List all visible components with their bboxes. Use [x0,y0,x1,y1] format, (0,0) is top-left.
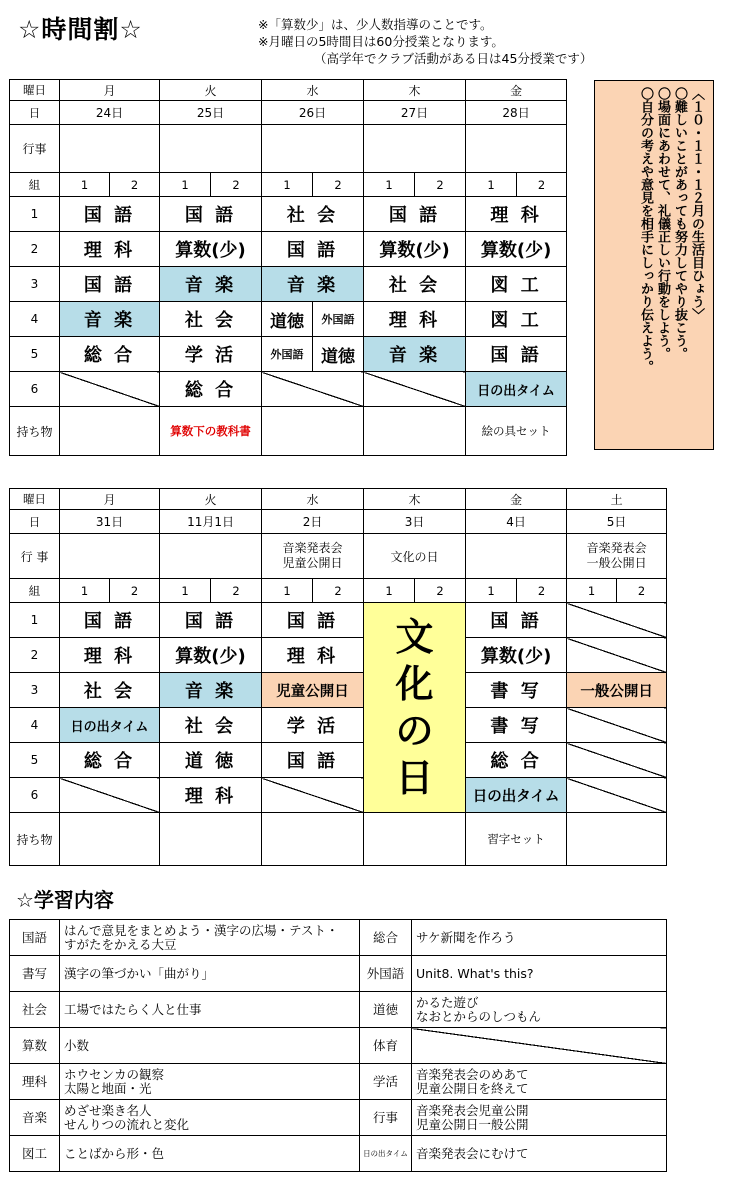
subject-cell: 国 語 [262,232,364,267]
class-cell: 1 [364,579,415,603]
subject-cell: 社 会 [262,197,364,232]
event-cell [466,125,567,173]
event-cell [567,534,667,579]
subject-cell: 音 楽 [160,267,262,302]
event-cell [160,534,262,579]
date-cell: 31日 [60,510,160,534]
class-cell: 2 [211,579,262,603]
content-row [10,1136,667,1172]
items-cell [262,813,364,866]
period-label: 6 [10,778,60,813]
class-label: 組 [10,579,60,603]
subject-cell: 書 写 [466,673,567,708]
subject-label: 学活 [360,1064,412,1100]
day-wed: 水 [262,80,364,101]
subject-cell: 国 語 [60,197,160,232]
subject-cell: 国 語 [262,743,364,778]
subject-label: 日の出タイム [360,1136,412,1172]
subject-cell: 児童公開日 [262,673,364,708]
items-label: 持ち物 [10,813,60,866]
date-cell: 5日 [567,510,667,534]
subject-cell: 国 語 [160,603,262,638]
subject-cell: 理 科 [466,197,567,232]
event-line: 音楽発表会 [586,541,647,555]
day-wed: 水 [262,489,364,510]
goal-heading: 〈１０・１１・１２月の生活目ひょう〉 [689,87,704,321]
items-cell [60,407,160,456]
class-label: 組 [10,173,60,197]
subject-cell: 道 徳 [160,743,262,778]
content-table [9,919,667,1172]
subject-cell: 算数(少) [466,232,567,267]
subject-cell: 算数(少) [160,638,262,673]
subject-cell: 総 合 [160,372,262,407]
class-cell: 2 [110,579,160,603]
goal-line: 〇場面にあわせて、礼儀正しい行動をしよう。 [655,87,670,360]
subject-content: 漢字の筆づかい「曲がり」 [60,956,360,992]
note-3: （高学年でクラブ活動がある日は45分授業です） [314,51,593,66]
content-row [10,1100,667,1136]
class-cell: 2 [617,579,667,603]
empty-slot [60,778,160,813]
life-goals-box [594,80,714,450]
event-cell [160,125,262,173]
subject-cell: 算数(少) [160,232,262,267]
subject-cell: 日の出タイム [466,778,567,813]
content-row [10,956,667,992]
subject-cell: 理 科 [60,638,160,673]
day-sat: 土 [567,489,667,510]
day-mon: 月 [60,80,160,101]
goal-line: 〇難しいことがあっても努力してやり抜こう。 [672,87,687,360]
date-cell: 3日 [364,510,466,534]
period-label: 2 [10,638,60,673]
subject-cell: 国 語 [60,603,160,638]
subject-cell: 音 楽 [160,673,262,708]
subject-label: 道徳 [360,992,412,1028]
subject-cell-class2: 道徳 [313,337,364,372]
culture-day-char: 化 [395,661,434,706]
page-title: ☆時間割☆ [18,15,143,44]
day-tue: 火 [160,489,262,510]
subject-cell: 学 活 [160,337,262,372]
period-label: 3 [10,267,60,302]
items-cell [60,813,160,866]
class-cell: 2 [110,173,160,197]
period-label: 2 [10,232,60,267]
date-cell: 25日 [160,101,262,125]
period-label: 6 [10,372,60,407]
subject-label: 社会 [10,992,60,1028]
subject-content: ことばから形・色 [60,1136,360,1172]
subject-cell: 総 合 [60,337,160,372]
subject-cell: 音 楽 [60,302,160,337]
subject-cell: 国 語 [466,603,567,638]
subject-cell: 理 科 [364,302,466,337]
period-label: 5 [10,743,60,778]
period-label: 1 [10,603,60,638]
subject-content: 音楽発表会のめあて 児童公開日を終えて [412,1064,667,1100]
subject-cell: 日の出タイム [466,372,567,407]
subject-content: 音楽発表会にむけて [412,1136,667,1172]
event-label: 行事 [10,125,60,173]
class-cell: 1 [160,579,211,603]
subject-content: ホウセンカの観察 太陽と地面・光 [60,1064,360,1100]
subject-cell: 図 工 [466,267,567,302]
subject-cell: 図 工 [466,302,567,337]
subject-cell: 社 会 [160,302,262,337]
youbi-label: 曜日 [10,80,60,101]
date-cell: 28日 [466,101,567,125]
event-line: 音楽発表会 [282,541,343,555]
date-cell: 4日 [466,510,567,534]
subject-label: 算数 [10,1028,60,1064]
class-cell: 2 [313,173,364,197]
class-cell: 1 [262,173,313,197]
subject-cell: 日の出タイム [60,708,160,743]
empty-slot [60,372,160,407]
subject-cell: 社 会 [60,673,160,708]
content-row [10,1064,667,1100]
date-cell: 2日 [262,510,364,534]
class-cell: 2 [415,173,466,197]
subject-label: 国語 [10,920,60,956]
subject-content: かるた遊び なおとからのしつもん [412,992,667,1028]
content-row [10,992,667,1028]
culture-day-char: 文 [395,614,434,659]
event-line: 一般公開日 [586,556,647,570]
class-cell: 1 [567,579,617,603]
class-cell: 1 [466,579,517,603]
subject-cell: 社 会 [364,267,466,302]
subject-cell: 学 活 [262,708,364,743]
class-cell: 1 [262,579,313,603]
event-cell [466,534,567,579]
date-cell: 11月1日 [160,510,262,534]
event-cell [262,534,364,579]
items-cell: 絵の具セット [466,407,567,456]
day-fri: 金 [466,489,567,510]
date-label: 日 [10,510,60,534]
items-cell [262,407,364,456]
subject-cell-class1: 外国語 [262,337,313,372]
subject-cell: 国 語 [262,603,364,638]
subject-cell: 総 合 [60,743,160,778]
subject-label: 音楽 [10,1100,60,1136]
class-cell: 1 [364,173,415,197]
class-cell: 2 [517,579,567,603]
subject-cell: 国 語 [364,197,466,232]
class-cell: 1 [60,579,110,603]
subject-cell: 理 科 [160,778,262,813]
subject-cell: 国 語 [60,267,160,302]
subject-cell: 社 会 [160,708,262,743]
items-cell: 習字セット [466,813,567,866]
subject-content: 工場ではたらく人と仕事 [60,992,360,1028]
note-1: ※「算数少」は、少人数指導のことです。 [258,17,493,32]
items-cell [364,813,466,866]
day-mon: 月 [60,489,160,510]
day-fri: 金 [466,80,567,101]
class-cell: 2 [211,173,262,197]
empty-slot [567,638,667,673]
date-cell: 24日 [60,101,160,125]
subject-label: 理科 [10,1064,60,1100]
subject-cell: 総 合 [466,743,567,778]
day-thu: 木 [364,80,466,101]
subject-content: サケ新聞を作ろう [412,920,667,956]
youbi-label: 曜日 [10,489,60,510]
timetable-week1 [9,79,567,456]
items-cell: 算数下の教科書 [160,407,262,456]
culture-day-cell [364,603,466,813]
empty-slot [567,603,667,638]
subject-content: めざせ楽き名人 せんりつの流れと変化 [60,1100,360,1136]
empty-slot [567,708,667,743]
class-cell: 1 [60,173,110,197]
subject-cell: 国 語 [466,337,567,372]
subject-cell: 理 科 [262,638,364,673]
items-cell [364,407,466,456]
event-cell: 文化の日 [364,534,466,579]
class-cell: 2 [313,579,364,603]
subject-cell: 国 語 [160,197,262,232]
subject-label: 外国語 [360,956,412,992]
subject-content [412,1028,667,1064]
period-label: 1 [10,197,60,232]
date-cell: 27日 [364,101,466,125]
subject-cell: 音 楽 [364,337,466,372]
subject-cell: 一般公開日 [567,673,667,708]
empty-slot [262,778,364,813]
empty-slot [364,372,466,407]
note-2: ※月曜日の5時間目は60分授業となります。 [258,34,504,49]
subject-label: 行事 [360,1100,412,1136]
event-cell [364,125,466,173]
subject-cell: 理 科 [60,232,160,267]
date-cell: 26日 [262,101,364,125]
culture-day-char: 日 [395,755,434,800]
items-cell [160,813,262,866]
content-row [10,920,667,956]
period-label: 5 [10,337,60,372]
class-cell: 2 [517,173,567,197]
subject-content: 小数 [60,1028,360,1064]
content-row [10,1028,667,1064]
class-cell: 1 [466,173,517,197]
empty-slot [567,778,667,813]
content-title: ☆学習内容 [16,888,114,912]
notes [258,16,592,67]
period-label: 3 [10,673,60,708]
timetable-week2 [9,488,667,866]
subject-label: 体育 [360,1028,412,1064]
subject-content: Unit8. What's this? [412,956,667,992]
period-label: 4 [10,302,60,337]
culture-day-char: の [395,708,434,753]
date-label: 日 [10,101,60,125]
subject-cell-class1: 道徳 [262,302,313,337]
subject-content: 音楽発表会児童公開 児童公開日一般公開 [412,1100,667,1136]
event-label: 行 事 [10,534,60,579]
event-cell [60,125,160,173]
day-thu: 木 [364,489,466,510]
event-cell [60,534,160,579]
period-label: 4 [10,708,60,743]
class-cell: 2 [415,579,466,603]
event-line: 児童公開日 [282,556,343,570]
subject-label: 図工 [10,1136,60,1172]
subject-cell-class2: 外国語 [313,302,364,337]
goal-line: 〇自分の考えや意見を相手にしっかり伝えよう。 [638,87,653,373]
subject-cell: 算数(少) [364,232,466,267]
subject-label: 総合 [360,920,412,956]
day-tue: 火 [160,80,262,101]
items-cell [567,813,667,866]
empty-slot [567,743,667,778]
life-goals-text [637,87,705,373]
subject-cell: 算数(少) [466,638,567,673]
class-cell: 1 [160,173,211,197]
subject-cell: 書 写 [466,708,567,743]
empty-slot [262,372,364,407]
subject-label: 書写 [10,956,60,992]
subject-cell: 音 楽 [262,267,364,302]
event-cell [262,125,364,173]
items-label: 持ち物 [10,407,60,456]
subject-content: はんで意見をまとめよう・漢字の広場・テスト・ すがたをかえる大豆 [60,920,360,956]
